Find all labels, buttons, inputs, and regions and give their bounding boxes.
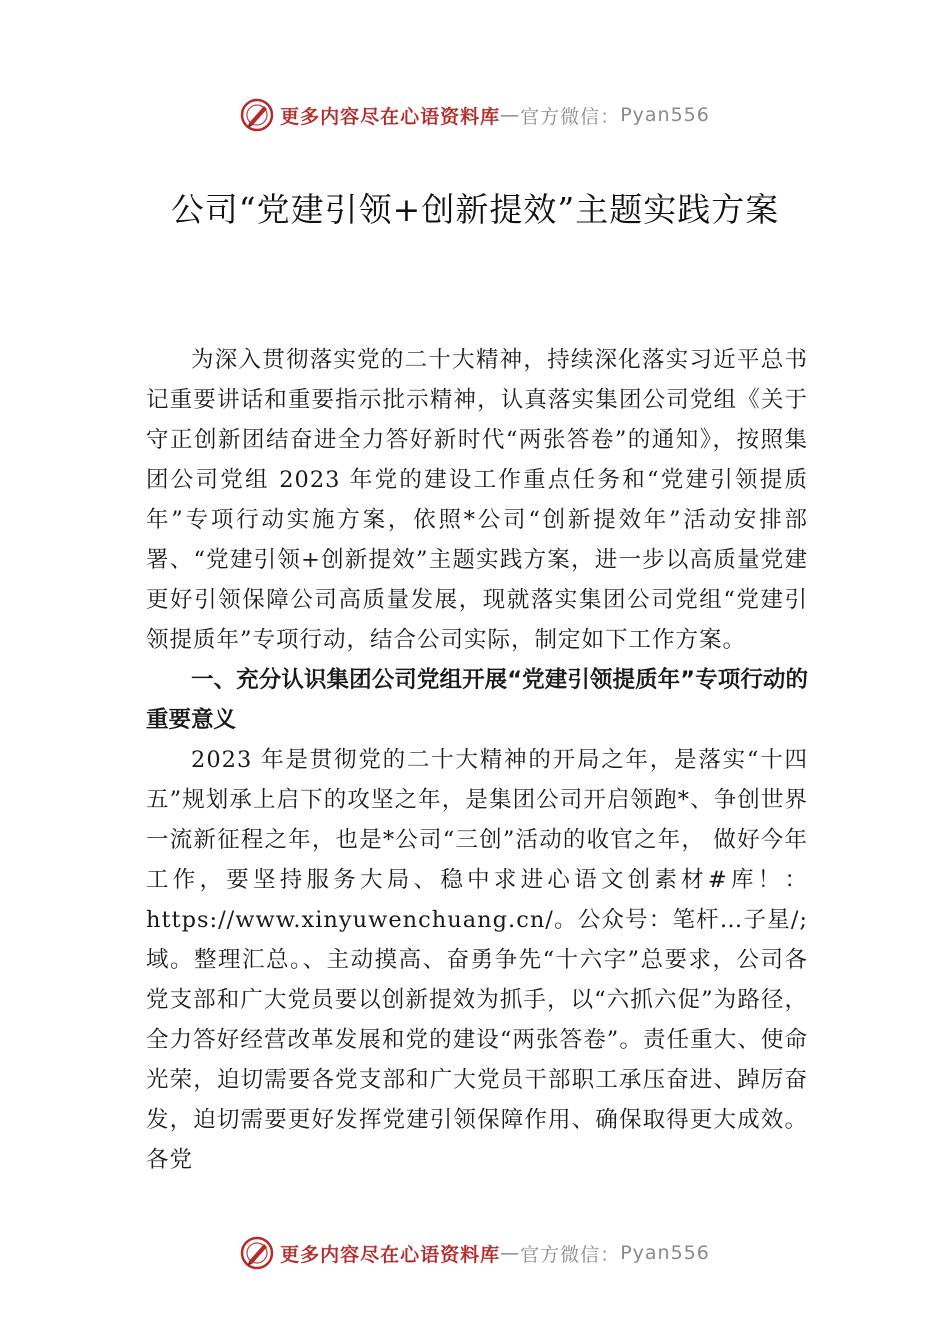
document-title: 公司“党建引领+创新提效”主题实践方案 [170, 190, 780, 229]
section-1-heading: 一、充分认识集团公司党组开展“党建引领提质年”专项行动的重要意义 [146, 667, 808, 733]
section-1-paragraph: 2023 年是贯彻党的二十大精神的开局之年，是落实“十四五”规划承上启下的攻坚之年，是集团公司开启领跑*、争创世界一流新征程之年，也是*公司“三创”活动的收官之年， 做好今年工作，要坚持服务大局、稳中求进心语文创素材#库！：https://www.xinyuwenchuang.cn/。公众号：笔杆…子星/;域。整理汇总。、主动摸高、奋勇争先“十六字”总要求，公司各党支部和广大党员要以创新提效为抓手，以“六抓六促”为路径，全力答好经营改革发展和党的建设“两张答卷”。责任重大、使命光荣，迫切需要各党支部和广大党员干部职工承压奋进、踔厉奋发，迫切需要更好发挥党建引领保障作用、确保取得更大成效。各党 [146, 747, 808, 1173]
watermark-text-main: 更多内容尽在心语资料库 [280, 105, 501, 128]
watermark-handle: Pyan556 [620, 104, 710, 126]
watermark-banner-bottom [0, 1231, 950, 1275]
pen-seal-logo-icon [240, 1236, 274, 1270]
watermark-dash: — [500, 1242, 521, 1264]
watermark-banner-top [0, 93, 950, 137]
watermark-text-wechat: 官方微信： [520, 1243, 621, 1266]
pen-seal-logo-icon [240, 98, 274, 132]
watermark-dash: — [500, 104, 521, 126]
document-body [146, 340, 808, 1180]
watermark-text-wechat: 官方微信： [520, 105, 621, 128]
watermark-text-main: 更多内容尽在心语资料库 [280, 1243, 501, 1266]
intro-paragraph: 为深入贯彻落实党的二十大精神，持续深化落实习近平总书记重要讲话和重要指示批示精神，认真落实集团公司党组《关于守正创新团结奋进全力答好新时代“两张答卷”的通知》，按照集团公司党组 2023 年党的建设工作重点任务和“党建引领提质年”专项行动实施方案，依照*公司“创新提效年”活动安排部署、“党建引领+创新提效”主题实践方案，进一步以高质量党建更好引领保障公司高质量发展，现就落实集团公司党组“党建引领提质年”专项行动，结合公司实际，制定如下工作方案。 [146, 347, 808, 653]
watermark-handle: Pyan556 [620, 1242, 710, 1264]
